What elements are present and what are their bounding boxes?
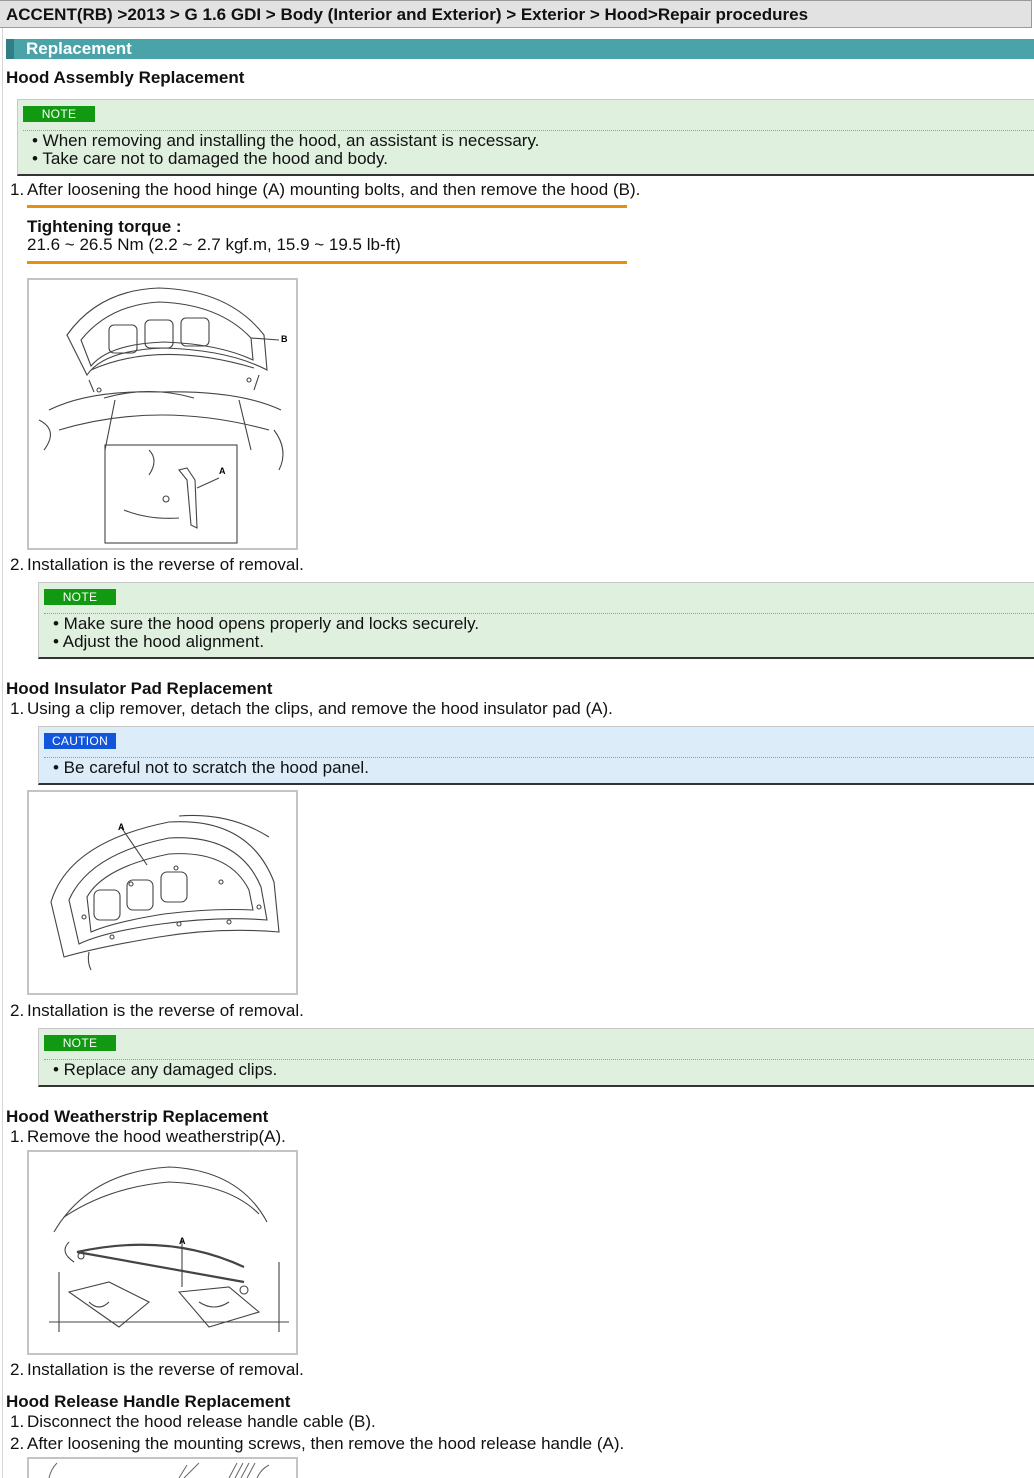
- note-line: • Replace any damaged clips.: [53, 1060, 278, 1079]
- heading-hood-insulator: Hood Insulator Pad Replacement: [6, 679, 273, 698]
- figure-label-a: A: [219, 466, 226, 476]
- section-title-bar: Replacement: [6, 39, 1034, 59]
- torque-spec: [27, 205, 627, 264]
- note-line: • Make sure the hood opens properly and locks securely.: [53, 614, 480, 633]
- weatherstrip-figure: [27, 1150, 298, 1355]
- step-item: [10, 1001, 304, 1021]
- step-number: 2.: [10, 1434, 25, 1453]
- heading-hood-assembly: Hood Assembly Replacement: [6, 68, 245, 87]
- insulator-illustration: [29, 792, 296, 993]
- note-line: • When removing and installing the hood, an assistant is necessary.: [32, 131, 540, 150]
- step-text: After loosening the mounting screws, then remove the hood release handle (A).: [27, 1434, 625, 1453]
- step-item: [10, 1360, 304, 1380]
- step-number: 1.: [10, 180, 25, 199]
- insulator-figure: [27, 790, 298, 995]
- note-box: [38, 582, 1034, 659]
- step-item: [10, 555, 304, 575]
- step-text: Remove the hood weatherstrip(A).: [27, 1127, 286, 1146]
- step-text: Installation is the reverse of removal.: [27, 555, 304, 574]
- step-text: Using a clip remover, detach the clips, and remove the hood insulator pad (A).: [27, 699, 613, 718]
- note-text: [53, 1061, 277, 1079]
- hood-assembly-illustration: [29, 280, 296, 548]
- figure-label-a: A: [118, 822, 125, 832]
- figure-label-a: A: [179, 1236, 186, 1246]
- note-box: [38, 1028, 1034, 1087]
- torque-value: 21.6 ~ 26.5 Nm (2.2 ~ 2.7 kgf.m, 15.9 ~ 19.5 lb-ft): [27, 235, 401, 254]
- heading-hood-weatherstrip: Hood Weatherstrip Replacement: [6, 1107, 269, 1126]
- note-line: • Adjust the hood alignment.: [53, 632, 265, 651]
- note-tag: NOTE: [44, 1035, 116, 1051]
- torque-title: Tightening torque :: [27, 217, 182, 236]
- step-text: Installation is the reverse of removal.: [27, 1001, 304, 1020]
- step-number: 2.: [10, 1360, 25, 1379]
- caution-text: [53, 759, 369, 777]
- step-text: After loosening the hood hinge (A) mounting bolts, and then remove the hood (B).: [27, 180, 641, 199]
- note-tag: NOTE: [23, 106, 95, 122]
- release-handle-figure: [27, 1457, 298, 1478]
- step-text: Disconnect the hood release handle cable (B).: [27, 1412, 376, 1431]
- hood-assembly-figure: [27, 278, 298, 550]
- figure-label-b: B: [281, 334, 288, 344]
- step-item: [10, 1434, 624, 1454]
- note-tag: NOTE: [44, 589, 116, 605]
- step-text: Installation is the reverse of removal.: [27, 1360, 304, 1379]
- heading-hood-release-handle: Hood Release Handle Replacement: [6, 1392, 291, 1411]
- release-handle-illustration: [29, 1459, 296, 1478]
- caution-line: • Be careful not to scratch the hood panel.: [53, 758, 369, 777]
- step-item: [10, 180, 640, 200]
- step-item: [10, 1412, 376, 1432]
- step-number: 2.: [10, 555, 25, 574]
- weatherstrip-illustration: [29, 1152, 296, 1353]
- step-number: 1.: [10, 699, 25, 718]
- note-line: • Take care not to damaged the hood and body.: [32, 149, 388, 168]
- step-number: 2.: [10, 1001, 25, 1020]
- step-number: 1.: [10, 1127, 25, 1146]
- caution-tag: CAUTION: [44, 733, 116, 749]
- note-text: [32, 132, 539, 168]
- note-text: [53, 615, 479, 651]
- step-item: [10, 1127, 286, 1147]
- caution-box: [38, 726, 1034, 785]
- page-left-rule: [2, 28, 3, 1478]
- note-box: [17, 99, 1034, 176]
- step-number: 1.: [10, 1412, 25, 1431]
- step-item: [10, 699, 613, 719]
- breadcrumb[interactable]: ACCENT(RB) >2013 > G 1.6 GDI > Body (Interior and Exterior) > Exterior > Hood>Repair procedures: [0, 0, 1032, 28]
